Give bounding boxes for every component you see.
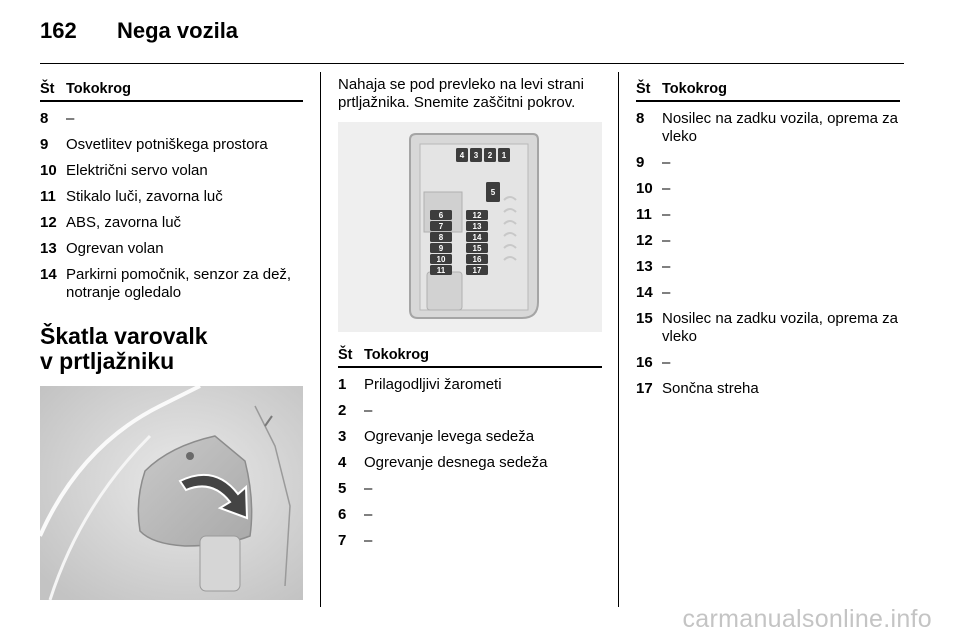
fuse-number: 8 xyxy=(40,110,49,127)
column-divider-2 xyxy=(618,72,619,607)
table-row xyxy=(40,136,303,154)
circuit-description: – xyxy=(66,110,75,127)
fuse-label: 8 xyxy=(438,233,444,242)
column-divider-1 xyxy=(320,72,321,607)
table-header-2 xyxy=(338,336,602,368)
table-header-number: Št xyxy=(40,81,55,97)
fuse-label: 5 xyxy=(490,188,496,197)
fuse-number: 1 xyxy=(338,376,347,393)
circuit-description: Osvetlitev potniškega prostora xyxy=(66,136,268,153)
table-row xyxy=(40,188,303,206)
table-row xyxy=(338,480,602,498)
fuse-number: 11 xyxy=(40,188,56,205)
watermark: carmanualsonline.info xyxy=(682,605,932,633)
table-row xyxy=(40,240,303,258)
table-row xyxy=(338,454,602,472)
circuit-description: – xyxy=(662,354,671,371)
circuit-description: – xyxy=(662,154,671,171)
table-header-number: Št xyxy=(636,81,651,97)
fuse-label: 7 xyxy=(438,222,444,231)
section-heading xyxy=(40,324,303,374)
circuit-description: – xyxy=(364,532,373,549)
fuse-label: 10 xyxy=(436,255,446,264)
fuse-label: 4 xyxy=(459,151,465,160)
table-row xyxy=(338,376,602,394)
fuse-label: 3 xyxy=(473,151,479,160)
table-row xyxy=(636,110,900,146)
table-row xyxy=(40,162,303,180)
table-row xyxy=(636,180,900,198)
fuse-number: 2 xyxy=(338,402,347,419)
circuit-description: – xyxy=(662,232,671,249)
table-header-circuit: Tokokrog xyxy=(662,81,727,97)
fuse-label: 12 xyxy=(472,211,482,220)
fuse-table-1 xyxy=(40,110,303,302)
fuse-label: 16 xyxy=(472,255,482,264)
fuse-table-3 xyxy=(636,110,900,398)
fuse-table-2 xyxy=(338,376,602,550)
table-header-3 xyxy=(636,70,900,102)
table-row xyxy=(40,110,303,128)
table-row xyxy=(40,214,303,232)
fuse-number: 9 xyxy=(40,136,49,153)
table-row xyxy=(636,354,900,372)
table-header-circuit: Tokokrog xyxy=(66,81,131,97)
fuse-number: 5 xyxy=(338,480,347,497)
circuit-description: ABS, zavorna luč xyxy=(66,214,182,231)
circuit-description: Nosilec na zadku vozila, oprema za vleko xyxy=(662,310,898,345)
fuse-label: 11 xyxy=(436,266,446,275)
table-row xyxy=(636,284,900,302)
table-row xyxy=(40,266,303,302)
fuse-label: 15 xyxy=(472,244,482,253)
fuse-number: 17 xyxy=(636,380,653,397)
circuit-description: – xyxy=(364,480,373,497)
fuse-number: 14 xyxy=(40,266,57,283)
circuit-description: Sončna streha xyxy=(662,380,759,397)
fuse-label: 2 xyxy=(487,151,493,160)
fuse-number: 8 xyxy=(636,110,645,127)
column-3 xyxy=(636,70,900,406)
circuit-description: Prilagodljivi žarometi xyxy=(364,376,502,393)
fuse-label: 14 xyxy=(472,233,482,242)
circuit-description: Ogrevanje desnega sedeža xyxy=(364,454,548,471)
table-header-circuit: Tokokrog xyxy=(364,347,429,363)
fuse-label: 17 xyxy=(472,266,482,275)
intro-paragraph: Nahaja se pod prevleko na levi strani prtljažnika. Snemite zaščitni pokrov. xyxy=(338,76,584,111)
column-1 xyxy=(40,70,303,600)
table-row xyxy=(338,506,602,524)
table-header-number: Št xyxy=(338,347,353,363)
table-header xyxy=(40,70,303,102)
circuit-description: – xyxy=(662,180,671,197)
circuit-description: Ogrevan volan xyxy=(66,240,164,257)
table-row xyxy=(636,380,900,398)
table-row xyxy=(636,258,900,276)
fuse-label: 9 xyxy=(438,244,444,253)
fuse-number: 15 xyxy=(636,310,653,327)
circuit-description: Ogrevanje levega sedeža xyxy=(364,428,535,445)
table-row xyxy=(636,206,900,224)
fuse-number: 10 xyxy=(40,162,57,179)
circuit-description: – xyxy=(364,402,373,419)
table-row xyxy=(636,232,900,250)
fuse-label: 13 xyxy=(472,222,482,231)
fuse-number: 16 xyxy=(636,354,653,371)
fuse-number: 12 xyxy=(636,232,653,249)
table-row xyxy=(338,402,602,420)
fuse-number: 9 xyxy=(636,154,645,171)
fuse-number: 7 xyxy=(338,532,347,549)
page-header xyxy=(40,18,238,44)
fuse-number: 12 xyxy=(40,214,57,231)
circuit-description: Parkirni pomočnik, senzor za dež, notranje ogledalo xyxy=(66,266,292,301)
table-row xyxy=(338,428,602,446)
fuse-number: 14 xyxy=(636,284,653,301)
circuit-description: Stikalo luči, zavorna luč xyxy=(66,188,223,205)
header-rule xyxy=(40,63,904,64)
fuse-number: 3 xyxy=(338,428,347,445)
circuit-description: – xyxy=(662,258,671,275)
fuse-number: 6 xyxy=(338,506,347,523)
circuit-description: – xyxy=(662,284,671,301)
table-row xyxy=(636,310,900,346)
circuit-description: – xyxy=(364,506,373,523)
fuse-number: 13 xyxy=(636,258,653,275)
table-row xyxy=(338,532,602,550)
fuse-number: 4 xyxy=(338,454,347,471)
fuse-number: 11 xyxy=(636,206,652,223)
fuse-label: 1 xyxy=(501,151,507,160)
circuit-description: – xyxy=(662,206,671,223)
table-row xyxy=(636,154,900,172)
circuit-description: Nosilec na zadku vozila, oprema za vleko xyxy=(662,110,898,145)
trunk-illustration xyxy=(40,386,303,600)
page-title: Nega vozila xyxy=(117,18,239,43)
section-title-line-2: v prtljažniku xyxy=(40,348,175,374)
fuse-label: 6 xyxy=(438,211,444,220)
fuse-number: 10 xyxy=(636,180,653,197)
page-number: 162 xyxy=(40,18,77,43)
circuit-description: Električni servo volan xyxy=(66,162,208,179)
column-2 xyxy=(338,70,602,558)
fuse-box-diagram xyxy=(338,122,602,332)
section-title-line-1: Škatla varovalk xyxy=(40,323,208,349)
fuse-number: 13 xyxy=(40,240,57,257)
